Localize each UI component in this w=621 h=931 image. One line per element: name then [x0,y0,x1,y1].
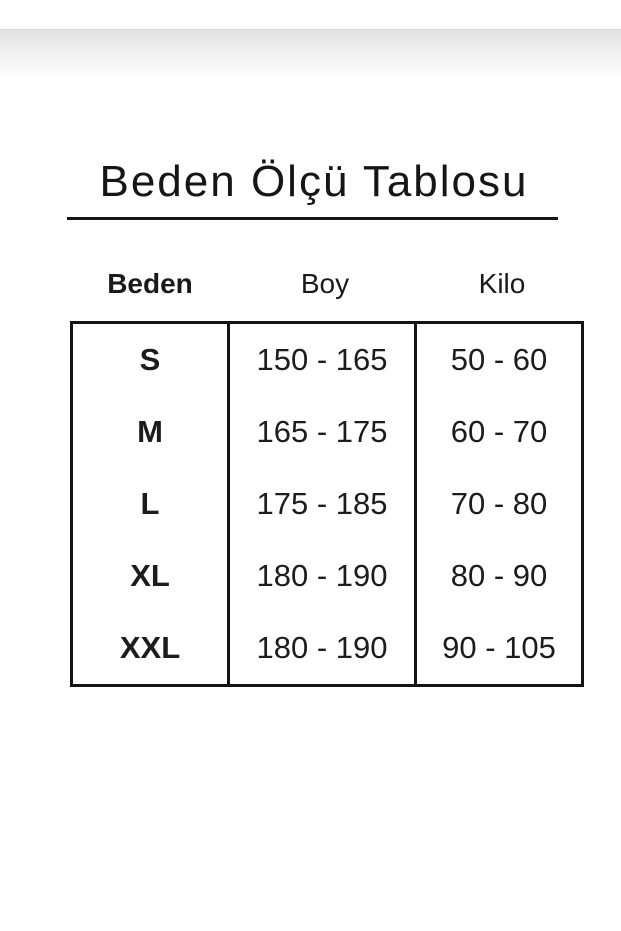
kilo-cell: 70 - 80 [450,486,548,521]
kilo-cell: 80 - 90 [450,558,548,593]
column-header-boy: Boy [300,268,350,299]
size-table [70,321,584,687]
boy-cell: 180 - 190 [230,612,417,684]
column-header-beden: Beden [107,268,193,299]
kilo-cell: 60 - 70 [450,414,548,449]
boy-cell: 165 - 175 [230,396,417,468]
page-title: Beden Ölçü Tablosu [99,157,529,206]
boy-cell: 175 - 185 [230,468,417,540]
size-cell: XXL [73,612,230,684]
size-cell: XL [73,540,230,612]
title-underline [67,217,558,220]
size-cell: L [73,468,230,540]
size-cell: S [73,324,230,396]
boy-cell: 180 - 190 [230,540,417,612]
kilo-cell: 90 - 105 [442,630,556,665]
size-cell: M [73,396,230,468]
boy-cell: 150 - 165 [230,324,417,396]
table-header-row [70,263,584,305]
top-shadow-gradient [0,29,621,79]
kilo-cell: 50 - 60 [450,342,548,377]
column-header-kilo: Kilo [478,268,526,299]
